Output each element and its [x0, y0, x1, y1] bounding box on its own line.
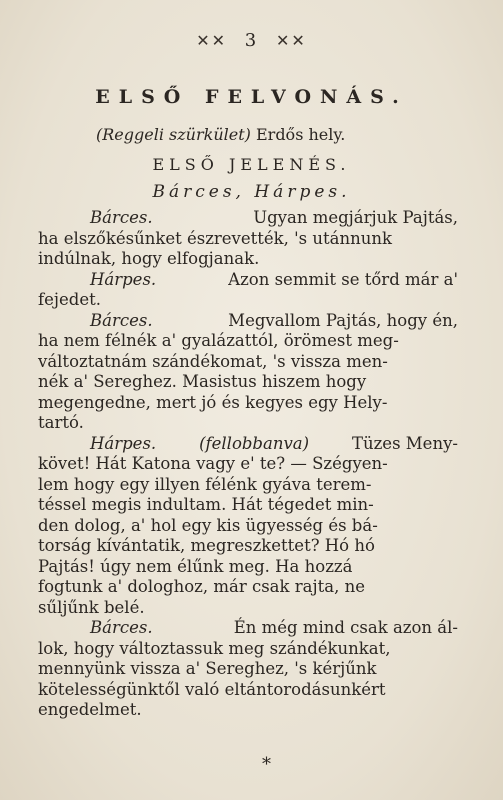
text-line [38, 352, 458, 373]
line-text: Ugyan megjárjuk Pajtás, [253, 208, 458, 227]
speaker-name: Bárces. [90, 310, 153, 330]
stage-direction: (Reggeli szürkület) [96, 125, 251, 144]
text-line [38, 290, 458, 311]
line-text: ha nem félnék a' gyalázattól, örömest meg- [38, 331, 399, 350]
text-line [38, 249, 458, 270]
line-text: megengedne, mert jó és kegyes egy Hely- [38, 392, 388, 412]
text-line [38, 659, 458, 680]
speaker-name: Bárces. [90, 618, 153, 637]
text-line [38, 475, 458, 496]
characters-list: Bárces, Hárpes. [152, 182, 351, 202]
line-text: Megvallom Pajtás, hogy én, [228, 310, 458, 330]
act-title: ELSŐ FELVONÁS. [95, 86, 408, 108]
text-line [38, 413, 458, 434]
line-text: Én még mind csak azon ál- [233, 618, 458, 637]
text-line [38, 639, 458, 660]
text-line [38, 700, 458, 721]
line-text: tartó. [38, 413, 84, 432]
text-line [38, 331, 458, 352]
line-text: téssel megis indultam. Hát tégedet min- [38, 495, 374, 514]
text-line [38, 536, 458, 557]
text-line [38, 577, 458, 598]
line-text: fogtunk a' dologhoz, már csak rajta, ne [38, 577, 365, 596]
text-line [38, 598, 458, 619]
line-text: nék a' Sereghez. Masistus hiszem hogy [38, 372, 367, 391]
setting-line [96, 125, 345, 144]
stage-direction: (fellobbanva) [199, 433, 310, 453]
text-line [38, 680, 458, 701]
text-line [38, 270, 458, 291]
page-header [0, 30, 503, 51]
line-text: változtatnám szándékomat, 's vissza men- [38, 351, 388, 371]
speaker-name: Bárces. [90, 208, 153, 227]
line-text: Azon semmit se tőrd már a' [228, 269, 458, 289]
line-text: mennyünk vissza a' Sereghez, 's kérjűnk [38, 659, 377, 678]
line-text: kötelességünktől való eltántorodásunkért [38, 679, 386, 699]
text-line [38, 454, 458, 475]
ornament-right-icon: ✕ [275, 31, 292, 50]
line-text: den dolog, a' hol egy kis ügyesség és bá- [38, 515, 378, 535]
setting-place: Erdős hely. [255, 125, 346, 144]
line-text: ha elszőkésűnket észrevették, 's utánnunk [38, 228, 392, 248]
text-line [38, 434, 458, 455]
text-line [38, 516, 458, 537]
text-line [38, 372, 458, 393]
ornament-left-icon-2: ✕ [211, 31, 228, 50]
line-text: Tüzes Meny- [351, 433, 458, 453]
line-text: torság kívántatik, megreszkettet? Hó hó [38, 536, 375, 555]
footer-mark: * [262, 754, 271, 775]
speaker-name: Hárpes. [90, 269, 157, 289]
line-text: sűljűnk belé. [38, 597, 145, 617]
line-text: lem hogy egy illyen félénk gyáva terem- [38, 474, 372, 494]
text-line [38, 618, 458, 639]
text-line [38, 311, 458, 332]
line-text: követ! Hát Katona vagy e' te? — Szégyen- [38, 454, 388, 473]
dialogue-text [38, 208, 458, 721]
line-text: lok, hogy változtassuk meg szándékunkat, [38, 638, 391, 658]
line-text: fejedet. [38, 290, 101, 309]
speaker-name: Hárpes. [90, 433, 157, 453]
scene-title: ELSŐ JELENÉS. [152, 155, 351, 174]
page-number: 3 [244, 30, 259, 51]
line-text: indúlnak, hogy elfogjanak. [38, 249, 260, 268]
line-text: engedelmet. [38, 700, 142, 719]
text-line [38, 557, 458, 578]
text-line [38, 208, 458, 229]
text-line [38, 393, 458, 414]
line-text: Pajtás! úgy nem élűnk meg. Ha hozzá [38, 556, 353, 576]
text-line [38, 495, 458, 516]
ornament-right-icon-2: ✕ [291, 31, 307, 50]
ornament-left-icon: ✕ [196, 31, 212, 50]
text-line [38, 229, 458, 250]
